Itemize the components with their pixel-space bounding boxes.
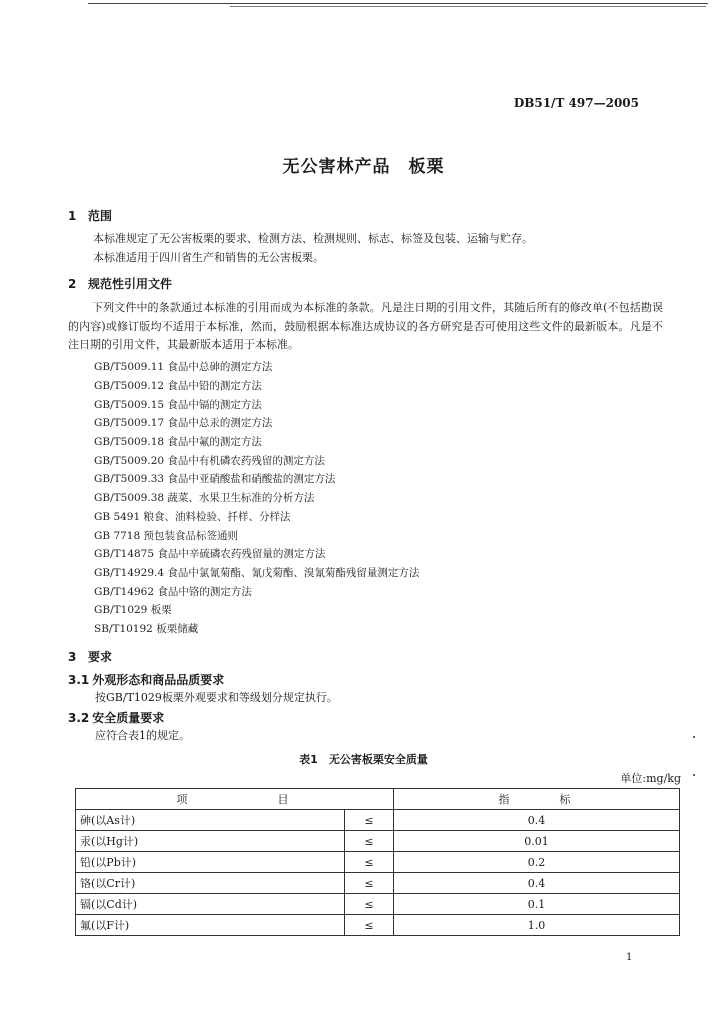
row-item: 镉(以Cd计) xyxy=(76,894,345,915)
document-title: 无公害林产品 板栗 xyxy=(282,157,445,177)
reference-item: GB/T5009.15 食品中镉的测定方法 xyxy=(94,399,262,411)
reference-item: GB/T14929.4 食品中氯氰菊酯、氰戊菊酯、溴氰菊酯残留量测定方法 xyxy=(94,567,420,579)
row-value: 1.0 xyxy=(394,915,680,936)
column-header-value: 指标 xyxy=(394,789,680,810)
section-3-1-heading xyxy=(68,671,224,688)
section-title: 安全质量要求 xyxy=(92,711,165,725)
top-rule xyxy=(88,3,708,4)
row-operator: ≤ xyxy=(345,894,394,915)
row-value: 0.4 xyxy=(394,873,680,894)
row-value: 0.01 xyxy=(394,831,680,852)
row-item: 氟(以F计) xyxy=(76,915,345,936)
reference-item: GB/T5009.38 蔬菜、水果卫生标准的分析方法 xyxy=(94,492,315,504)
top-rule-secondary xyxy=(230,6,706,7)
reference-item: GB/T14875 食品中辛硫磷农药残留量的测定方法 xyxy=(94,548,326,560)
row-item: 汞(以Hg计) xyxy=(76,831,345,852)
section-2-heading xyxy=(68,275,172,292)
section-number: 3 xyxy=(68,650,77,664)
section-number: 1 xyxy=(68,209,77,223)
section-3-heading xyxy=(68,648,112,665)
row-item: 砷(以As计) xyxy=(76,810,345,831)
section-1-heading xyxy=(68,207,112,224)
section-number: 3.1 xyxy=(68,673,90,687)
section-number: 2 xyxy=(68,277,77,291)
normative-references-paragraph: 下列文件中的条款通过本标准的引用而成为本标准的条款。凡是注日期的引用文件，其随后所有的修改单(不包括勘误的内容)或修订版均不适用于本标准，然而，鼓励根据本标准达成协议的各方研究是否可使用这些文件的最新版本。凡是不注日期的引用文件，其最新版本适用于本标准。 xyxy=(68,301,663,352)
scan-speck xyxy=(693,736,695,738)
safety-quality-table xyxy=(75,788,680,936)
section-title: 范围 xyxy=(88,209,113,223)
table-row xyxy=(76,873,680,894)
scan-speck xyxy=(693,774,695,776)
reference-item: GB/T5009.12 食品中铅的测定方法 xyxy=(94,380,262,392)
section-number: 3.2 xyxy=(68,711,90,725)
row-operator: ≤ xyxy=(345,873,394,894)
page-number: 1 xyxy=(626,952,633,963)
row-operator: ≤ xyxy=(345,810,394,831)
table-unit: 单位:mg/kg xyxy=(620,772,681,785)
table-row xyxy=(76,831,680,852)
table-row xyxy=(76,915,680,936)
table-row xyxy=(76,810,680,831)
scope-line-2: 本标准适用于四川省生产和销售的无公害板栗。 xyxy=(93,251,324,264)
reference-item: GB/T5009.11 食品中总砷的测定方法 xyxy=(94,361,273,373)
reference-item: GB/T5009.18 食品中氟的测定方法 xyxy=(94,436,262,448)
section-title: 要求 xyxy=(88,650,113,664)
reference-item: GB 7718 预包装食品标签通则 xyxy=(94,530,239,542)
table-caption: 表1 无公害板栗安全质量 xyxy=(299,753,428,766)
row-item: 铬(以Cr计) xyxy=(76,873,345,894)
safety-requirement-text: 应符合表1的规定。 xyxy=(95,729,190,742)
reference-item: SB/T10192 板栗储藏 xyxy=(94,623,199,635)
row-operator: ≤ xyxy=(345,915,394,936)
row-value: 0.1 xyxy=(394,894,680,915)
section-title: 外观形态和商品品质要求 xyxy=(92,673,225,687)
reference-item: GB/T14962 食品中铬的测定方法 xyxy=(94,586,252,598)
row-operator: ≤ xyxy=(345,831,394,852)
reference-item: GB/T5009.17 食品中总汞的测定方法 xyxy=(94,417,273,429)
reference-item: GB/T5009.20 食品中有机磷农药残留的测定方法 xyxy=(94,455,325,467)
section-title: 规范性引用文件 xyxy=(88,277,173,291)
table-row xyxy=(76,894,680,915)
reference-item: GB/T5009.33 食品中亚硝酸盐和硝酸盐的测定方法 xyxy=(94,473,336,485)
table-header-row xyxy=(76,789,680,810)
appearance-requirement-text: 按GB/T1029板栗外观要求和等级划分规定执行。 xyxy=(95,691,338,704)
reference-item: GB/T1029 板栗 xyxy=(94,604,172,616)
section-3-2-heading xyxy=(68,709,164,726)
scope-line-1: 本标准规定了无公害板栗的要求、检测方法、检测规则、标志、标签及包装、运输与贮存。 xyxy=(93,232,533,245)
reference-item: GB 5491 粮食、油料检验、扦样、分样法 xyxy=(94,511,291,523)
row-item: 铅(以Pb计) xyxy=(76,852,345,873)
table-row xyxy=(76,852,680,873)
row-value: 0.2 xyxy=(394,852,680,873)
column-header-item: 项目 xyxy=(76,789,394,810)
row-operator: ≤ xyxy=(345,852,394,873)
row-value: 0.4 xyxy=(394,810,680,831)
standard-number: DB51/T 497—2005 xyxy=(513,96,639,110)
